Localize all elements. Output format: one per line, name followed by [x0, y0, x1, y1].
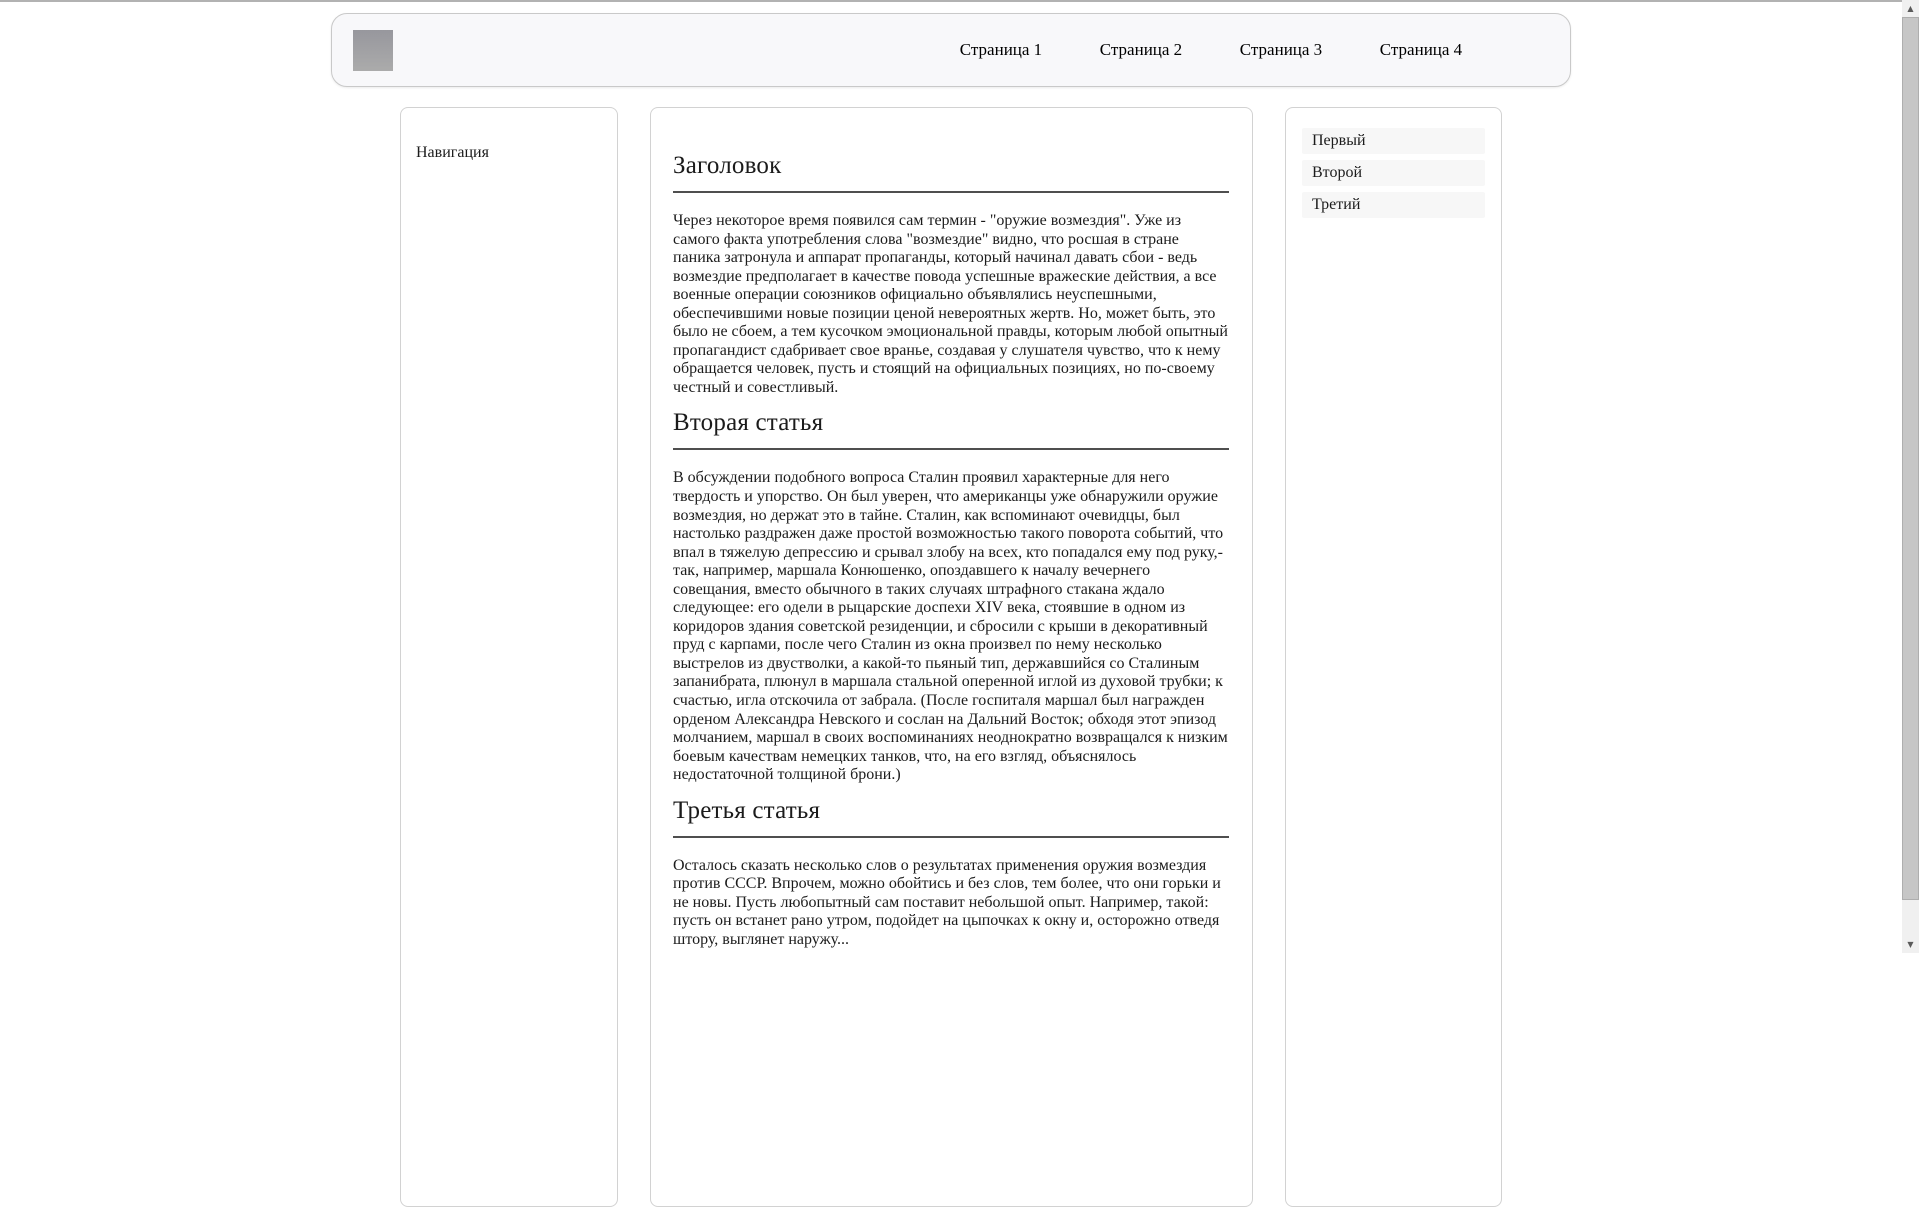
article-2-text: В обсуждении подобного вопроса Сталин проявил характерные для него твердость и упорство. Он был уверен, что американцы уже обнаружили оружие возмездия, но держат это в тайне. Сталин, как вспоминают очевидцы, был настолько раздражен даже простой возможностью такого поворота событий, что впал в тяжелую депрессию и срывал злобу на всех, кто попадался ему под руку,- так, например, маршала Конюшенко, опоздавшего к началу вечернего совещания, вместо обычного в таких случаях штрафного стакана ждало следующее: его одели в рыцарские доспехи XIV века, стоявшие в одном из коридоров здания советской резиденции, и сбросили с крыши в декоративный пруд с карпами, после чего Сталин из окна произвел по нему несколько выстрелов из двустволки, а какой-то пьяный тип, державшийся со Сталиным запанибрата, плюнул в маршала стальной оперенной иглой из духовой трубки; к счастью, игла отскочила от забрала. (После госпиталя маршал был награжден орденом Александра Невского и сослан на Дальний Восток; обходя этот эпизод молчанием, маршал в своих воспоминаниях неоднократно возвращался к низким боевым качествам немецких танков, что, на его взгляд, объяснялось недостаточной толщиной брони.) — [673, 469, 1228, 784]
article-3-text: Осталось сказать несколько слов о результатах применения оружия возмездия против СССР. Впрочем, можно обойтись и без слов, тем более, что они горьки и не новы. Пусть любопытный сам поставит небольшой опыт. Например, такой: пусть он встанет рано утром, подойдет на цыпочках к окну и, осторожно отведя штору, выглянет наружу... — [673, 856, 1221, 948]
article-3 — [673, 797, 1229, 950]
article-1 — [673, 152, 1229, 397]
nav-link-page-1[interactable]: Страница 1 — [959, 40, 1043, 59]
article-2-title: Вторая статья — [673, 409, 1229, 450]
article-2 — [673, 409, 1229, 784]
site-header — [331, 13, 1571, 87]
scroll-up-icon[interactable]: ▲ — [1907, 4, 1914, 13]
left-navigation-panel — [400, 107, 618, 1207]
logo-square-icon — [353, 30, 393, 71]
list-item-second[interactable]: Второй — [1302, 160, 1485, 186]
nav-link-page-4[interactable]: Страница 4 — [1379, 40, 1463, 59]
columns-container — [400, 107, 1502, 1207]
page-content — [0, 13, 1902, 1207]
navigation-title: Навигация — [416, 144, 489, 161]
article-1-text: Через некоторое время появился сам термин - "оружие возмездия". Уже из самого факта употребления слова "возмездие" видно, что росшая в стране паника затронула и аппарат пропаганды, который начинал давать сбои - ведь возмездие предполагает в качестве повода успешные вражеские действия, а все военные операции союзников официально объявлялись неуспешными, обеспечившими новые позиции ценой невероятных жертв. Но, может быть, это было не сбоем, а тем кусочком эмоциональной правды, которым любой опытный пропагандист сдабривает свое вранье, создавая у слушателя чувство, что к нему обращается человек, пусть и стоящий на официальных позициях, но по-своему честный и совестливый. — [673, 212, 1228, 396]
nav-link-page-3[interactable]: Страница 3 — [1239, 40, 1323, 59]
nav-link-page-2[interactable]: Страница 2 — [1099, 40, 1183, 59]
right-list-panel — [1285, 107, 1502, 1207]
scrollbar-thumb[interactable] — [1902, 17, 1919, 900]
article-3-title: Третья статья — [673, 797, 1229, 838]
list-item-first[interactable]: Первый — [1302, 128, 1485, 154]
vertical-scrollbar[interactable] — [1902, 0, 1919, 953]
list-item-third[interactable]: Третий — [1302, 192, 1485, 218]
article-1-title: Заголовок — [673, 152, 1229, 193]
main-content-panel — [650, 107, 1253, 1207]
scroll-down-icon[interactable]: ▼ — [1907, 940, 1914, 949]
main-nav — [931, 40, 1570, 60]
